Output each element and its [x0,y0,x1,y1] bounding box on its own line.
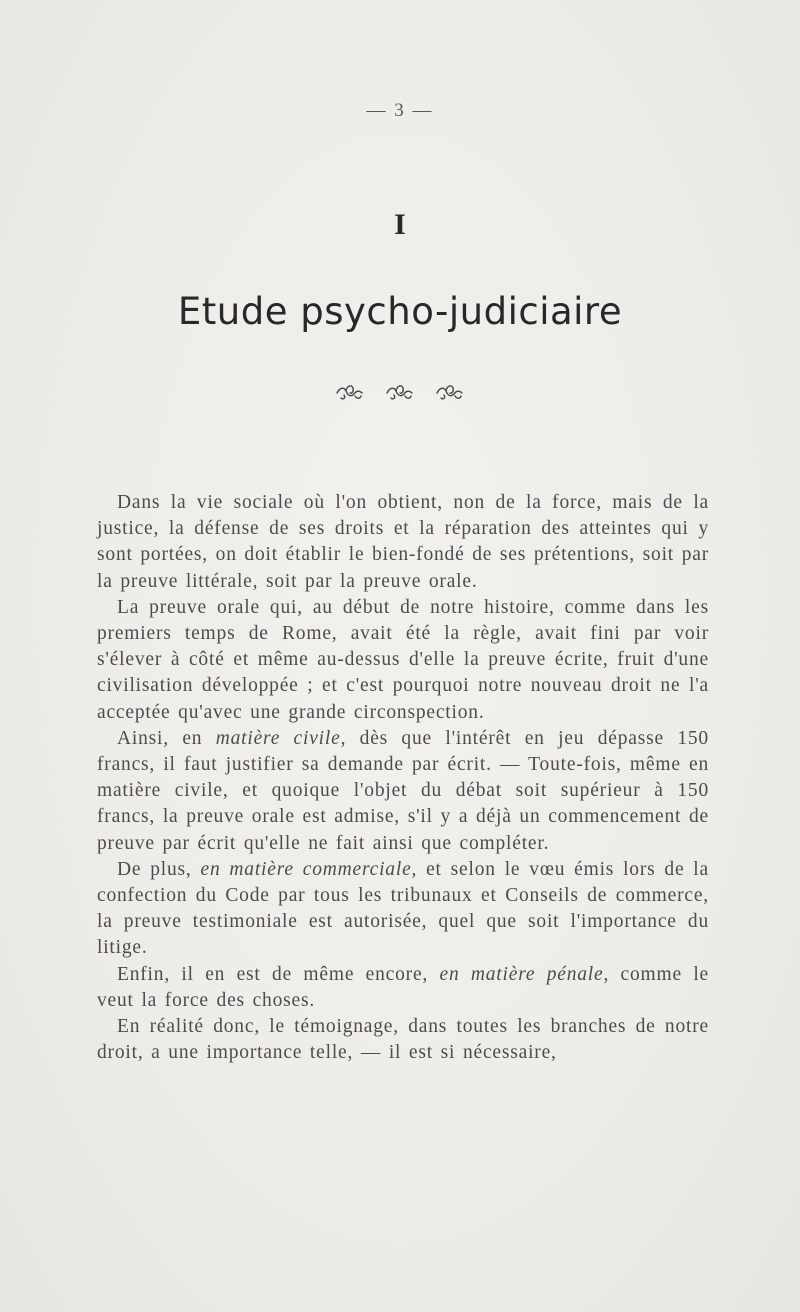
fleuron-icon [385,381,415,403]
paragraph [97,857,709,962]
paragraph [97,595,709,726]
italic-phrase: en matière commerciale [200,858,412,880]
text-run: Dans la vie sociale où l'on obtient, non de la force, mais de la justice, la défense de ses droits et la réparation des atteintes qui y sont portées, on doit établir le bien-fondé de ses prétentions, soit par la preuve littérale, soit par la preuve orale. [97,492,709,592]
text-run: En réalité donc, le témoignage, dans toutes les branches de notre droit, a une importance telle, — il est si nécessaire, [97,1016,709,1064]
section-numeral: I [394,208,406,241]
text-run: , comme le veut la force des choses. [97,963,709,1011]
paragraph [97,726,709,857]
paragraph [97,962,709,1014]
body-text [97,490,709,1066]
italic-phrase: matière civile [215,727,341,749]
text-run: De plus, [117,858,201,880]
text-run: La preuve orale qui, au début de notre histoire, comme dans les premiers temps de Rome, avait été la règle, avait fini par voir s'élever à côté et même au-dessus d'elle la preuve écrite, fruit d'une civilisation développée ; et c'est pourquoi notre nouveau droit ne l'a acceptée qu'avec une grande circonspection. [97,596,709,723]
text-run: Enfin, il en est de même encore, [117,963,440,985]
ornament-row [0,381,800,403]
chapter-title: Etude psycho-judiciaire [177,290,623,333]
fleuron-icon [435,381,465,403]
paragraph [97,1014,709,1066]
text-run: Ainsi, en [117,727,216,749]
paragraph [97,490,709,595]
text-run: , et selon le vœu émis lors de la confection du Code par tous les tribunaux et Conseils de commerce, la preuve testimoniale est autorisée, quel que soit l'importance du litige. [97,858,709,959]
text-run: , dès que l'intérêt en jeu dépasse 150 francs, il faut justifier sa demande par écrit. — Toute-fois, même en matière civile, et quoique l'objet du débat soit supérieur à 150 francs, la preuve orale est admise, s'il y a déjà un commencement de preuve par écrit qu'elle ne fait ainsi que compléter. [97,727,709,854]
italic-phrase: en matière pénale [439,963,604,985]
fleuron-icon [335,381,365,403]
page-number: — 3 — [366,100,434,121]
